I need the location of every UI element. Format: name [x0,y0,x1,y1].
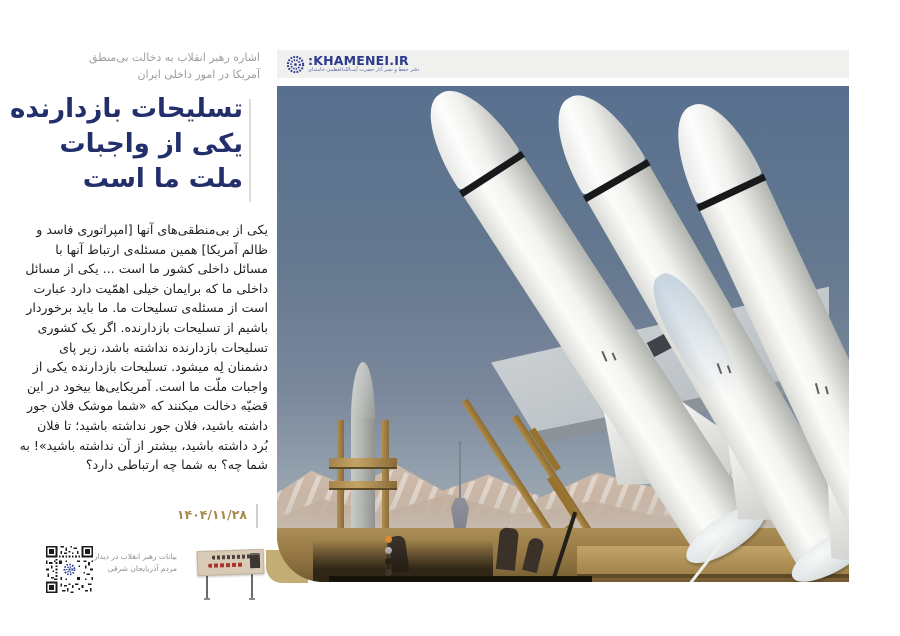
banner-foot [204,598,210,600]
headline-rule [249,99,251,202]
headline-line-2: یکی از واجبات [59,129,243,159]
kicker-line-1: اشاره رهبر انقلاب به دخالت بی‌منطق [88,51,260,64]
tower-spire [459,444,461,500]
missiles-photo [277,86,849,582]
gantry-clamp-upper [329,458,397,469]
quote-body: یکی از بی‌منطقی‌های آنها [امپراتوری فاسد و ظالم آمریکا] همین مسئله‌ی ارتباط آنها با مسائل داخلی کشور ما است ... یکی از مسائل داخلی ما که برایمان خیلی اهمّیت دارد عبارت است از مسئله‌ی تسلیحات ما. ما باید برخوردار باشیم از تسلیحات بازدارنده. اگر یک کشوری تسلیحات بازدارنده نداشته باشد، زیر پای دشمنان لِه میشود. تسلیحات بازدارنده یکی از واجبات ملّت ما است. آمریکایی‌ها بیخود در این قضیّه دخالت میکنند که «شما موشک فلان جور داشته باشید، فلان جور نداشته باشید؛ تا فلان بُرد داشته باشید، بیشتر از آن نداشته باشید»! به شما چه؟ به شما چه ارتباطی دارد؟ [19,222,268,473]
vehicle-dark-edge [329,576,592,582]
logo-tagline: دفتر حفظ و نشر آثار حضرت آیت‌الله‌العظمی خامنه‌ای [308,67,420,74]
khamenei-logo [286,52,420,74]
banner-illustration [197,548,263,602]
qr-code-icon [46,546,93,593]
dotted-medallion-icon [286,55,305,74]
caption-line-2: مردم آذربایجان شرقی [107,563,177,573]
missile-stencil-mark [612,352,617,360]
qr-code [46,546,93,593]
gantry-clamp-lower [329,481,397,490]
missile-stencil-mark [601,351,607,362]
kicker [89,49,260,83]
masthead-band [277,50,849,78]
gray-missile-nose [351,362,375,420]
banner-script-red [208,563,244,568]
banner-board [197,549,265,576]
logo-text-block [308,52,420,74]
date-rule [256,504,258,528]
missile-stencil-mark [825,386,829,394]
banner-foot [249,598,255,600]
caption-line-1: بیانات رهبر انقلاب در دیدار [93,552,177,561]
headline-line-1: تسلیحات بازدارنده [10,94,243,124]
kicker-line-2: آمریکا در امور داخلی ایران [137,68,260,81]
banner-script-dark [212,554,252,559]
source-caption [94,551,177,574]
page-title [10,92,243,197]
headline-line-3: ملت ما است [82,164,243,194]
logo-name: :KHAMENEI.IR [308,52,409,68]
date: ۱۴۰۴/۱۱/۲۸ [176,507,247,522]
missile-stencil-mark [815,383,820,394]
banner-portrait [250,553,261,568]
